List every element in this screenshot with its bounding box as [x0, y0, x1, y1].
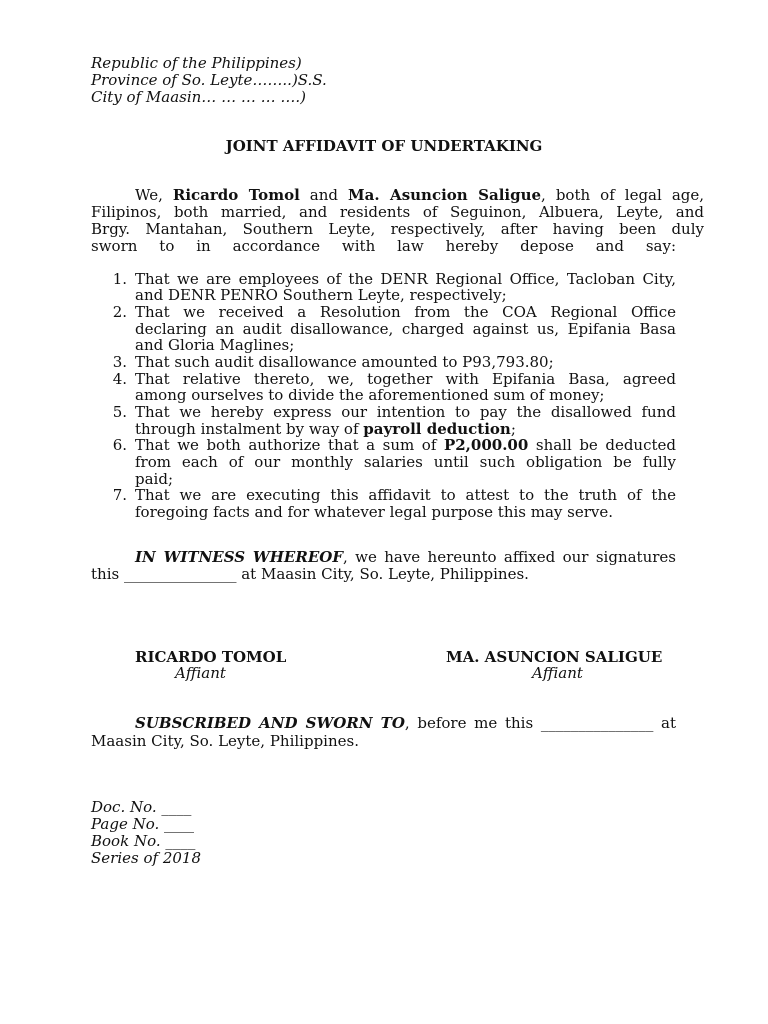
jurat-line: Maasin City, So. Leyte, Philippines. — [91, 731, 359, 750]
intro-line: Brgy. Mantahan, Southern Leyte, respectively, after having been duly — [91, 220, 704, 238]
item-text — [135, 304, 676, 354]
page-number: Page No. ____ — [91, 814, 195, 833]
notarial-register — [91, 799, 391, 867]
series-year: Series of 2018 — [91, 848, 201, 867]
witness-heading: IN WITNESS WHEREOF — [135, 548, 343, 566]
item-number: 7. — [112, 486, 127, 505]
list-item — [91, 437, 676, 487]
witness-text: , we have hereunto affixed our signatures — [342, 548, 676, 566]
item-number: 4. — [112, 369, 127, 388]
witness-line: this _______________ at Maasin City, So. Leyte, Philippines. — [91, 565, 529, 583]
item-line: That we are employees of the DENR Regional Office, Tacloban City, — [135, 269, 676, 288]
item-line: paid; — [135, 469, 173, 488]
item-text — [135, 271, 676, 304]
signatory-role: Affiant — [532, 664, 583, 682]
intro-line: sworn to in accordance with law hereby depose and say: — [91, 237, 676, 255]
witness-paragraph — [91, 549, 676, 583]
signatory-name: MA. ASUNCION SALIGUE — [446, 647, 663, 666]
jurat-text: , before me this _______________ at — [404, 714, 676, 732]
intro-line — [91, 187, 704, 204]
doc-number: Doc. No. ____ — [91, 797, 192, 816]
item-text — [135, 354, 676, 371]
item-line: declaring an audit disallowance, charged against us, Epifania Basa — [135, 319, 676, 338]
jurat-paragraph — [91, 715, 676, 750]
item-text-segment: That we both authorize that a sum of — [135, 436, 444, 455]
item-line: foregoing facts and for whatever legal purpose this may serve. — [135, 503, 614, 522]
item-line: That relative thereto, we, together with Epifania Basa, agreed — [135, 369, 676, 388]
signatory-role: Affiant — [175, 664, 226, 682]
item-text — [135, 487, 676, 520]
document-title: JOINT AFFIDAVIT OF UNDERTAKING — [225, 137, 543, 155]
item-text — [135, 437, 676, 487]
jurat-heading: SUBSCRIBED AND SWORN TO — [135, 714, 405, 732]
intro-text: , both of legal age, — [541, 186, 705, 204]
item-line: That we hereby express our intention to pay the disallowed fund — [135, 403, 676, 421]
item-text-segment: ; — [510, 419, 516, 438]
payroll-deduction-text: payroll deduction — [363, 419, 511, 438]
caption-city: City of Maasin… … … … ….) — [91, 88, 306, 106]
item-line: and Gloria Maglines; — [135, 336, 295, 355]
jurat-line — [91, 715, 676, 733]
item-line: That such audit disallowance amounted to P93,793.80; — [135, 352, 554, 371]
deduction-amount: P2,000.00 — [443, 436, 529, 455]
affiant-name-1: Ricardo Tomol — [172, 186, 300, 204]
item-number: 5. — [112, 403, 127, 421]
item-line — [135, 437, 676, 454]
item-text — [135, 371, 676, 404]
item-line: and DENR PENRO Southern Leyte, respectively; — [135, 286, 507, 305]
item-line: among ourselves to divide the aforementioned sum of money; — [135, 386, 605, 405]
undertaking-list — [91, 271, 676, 521]
affiant-name-2: Ma. Asuncion Saligue — [348, 186, 542, 204]
venue-caption — [91, 55, 491, 106]
list-item — [91, 487, 676, 520]
list-item — [91, 271, 676, 304]
caption-province: Province of So. Leyte……..)S.S. — [91, 71, 327, 89]
item-line: from each of our monthly salaries until such obligation be fully — [135, 453, 676, 472]
list-item — [91, 354, 676, 371]
intro-paragraph — [91, 187, 704, 255]
book-number: Book No. ____ — [91, 831, 196, 850]
list-item — [91, 304, 676, 354]
list-item — [91, 371, 676, 404]
signatory-name: RICARDO TOMOL — [135, 647, 287, 666]
item-text-segment: through instalment by way of — [135, 419, 364, 438]
list-item — [91, 404, 676, 437]
item-number: 1. — [112, 269, 127, 288]
intro-text: We, — [135, 186, 173, 204]
witness-line — [91, 549, 676, 566]
caption-republic: Republic of the Philippines) — [91, 54, 302, 72]
intro-line: Filipinos, both married, and residents of Seguinon, Albuera, Leyte, and — [91, 203, 704, 221]
item-line — [135, 421, 676, 438]
item-number: 6. — [112, 436, 127, 455]
item-line: That we received a Resolution from the COA Regional Office — [135, 302, 676, 321]
item-number: 2. — [112, 302, 127, 321]
item-number: 3. — [112, 352, 127, 371]
intro-text: and — [299, 186, 349, 204]
item-line: That we are executing this affidavit to attest to the truth of the — [135, 486, 676, 505]
item-text — [135, 404, 676, 437]
item-text-segment: shall be deducted — [528, 436, 676, 455]
